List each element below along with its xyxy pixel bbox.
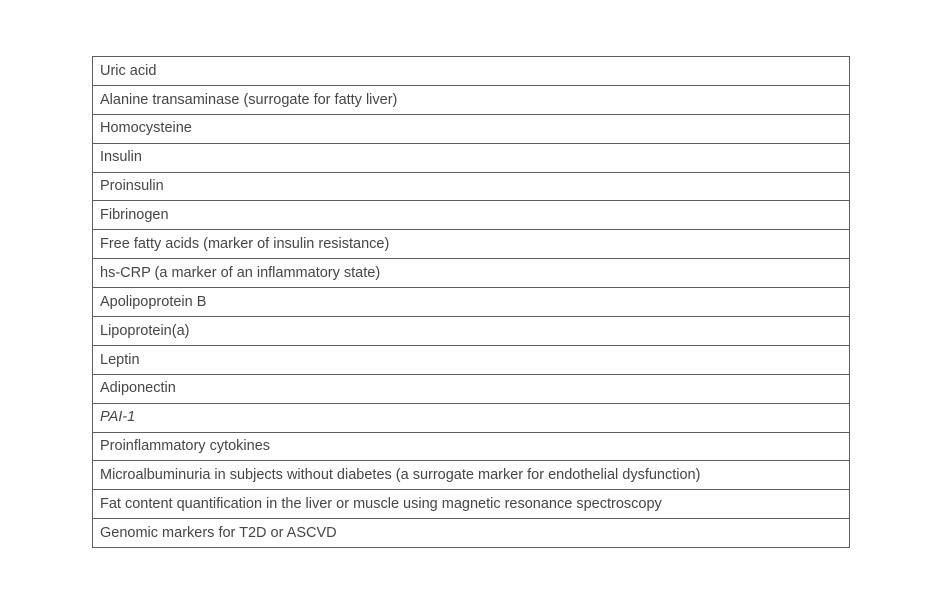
- table-cell: Homocysteine: [93, 114, 850, 143]
- table-cell: Proinflammatory cytokines: [93, 432, 850, 461]
- table-cell: Free fatty acids (marker of insulin resistance): [93, 230, 850, 259]
- table-row: [93, 259, 850, 288]
- table-cell: Fat content quantification in the liver or muscle using magnetic resonance spectroscopy: [93, 490, 850, 519]
- table-row: [93, 114, 850, 143]
- table-cell: Fibrinogen: [93, 201, 850, 230]
- table-row: [93, 432, 850, 461]
- table-cell: Leptin: [93, 345, 850, 374]
- table-cell: Uric acid: [93, 57, 850, 86]
- table-cell: Lipoprotein(a): [93, 317, 850, 346]
- table-row: [93, 57, 850, 86]
- table-row: [93, 490, 850, 519]
- table-cell: Apolipoprotein B: [93, 288, 850, 317]
- table-cell: hs-CRP (a marker of an inflammatory state): [93, 259, 850, 288]
- table-cell: Alanine transaminase (surrogate for fatty liver): [93, 85, 850, 114]
- marker-table-body: [93, 57, 850, 548]
- marker-table: [92, 56, 850, 548]
- table-row: [93, 317, 850, 346]
- table-row: [93, 374, 850, 403]
- table-cell: Genomic markers for T2D or ASCVD: [93, 519, 850, 548]
- table-row: [93, 143, 850, 172]
- table-row: [93, 85, 850, 114]
- table-cell: Proinsulin: [93, 172, 850, 201]
- table-row: [93, 230, 850, 259]
- table-row: [93, 345, 850, 374]
- table-cell: Adiponectin: [93, 374, 850, 403]
- table-cell: Insulin: [93, 143, 850, 172]
- table-row: [93, 519, 850, 548]
- table-cell: PAI-1: [93, 403, 850, 432]
- table-row: [93, 461, 850, 490]
- table-row: [93, 172, 850, 201]
- table-row: [93, 288, 850, 317]
- table-row: [93, 201, 850, 230]
- table-cell: Microalbuminuria in subjects without diabetes (a surrogate marker for endothelial dysfunction): [93, 461, 850, 490]
- table-row: [93, 403, 850, 432]
